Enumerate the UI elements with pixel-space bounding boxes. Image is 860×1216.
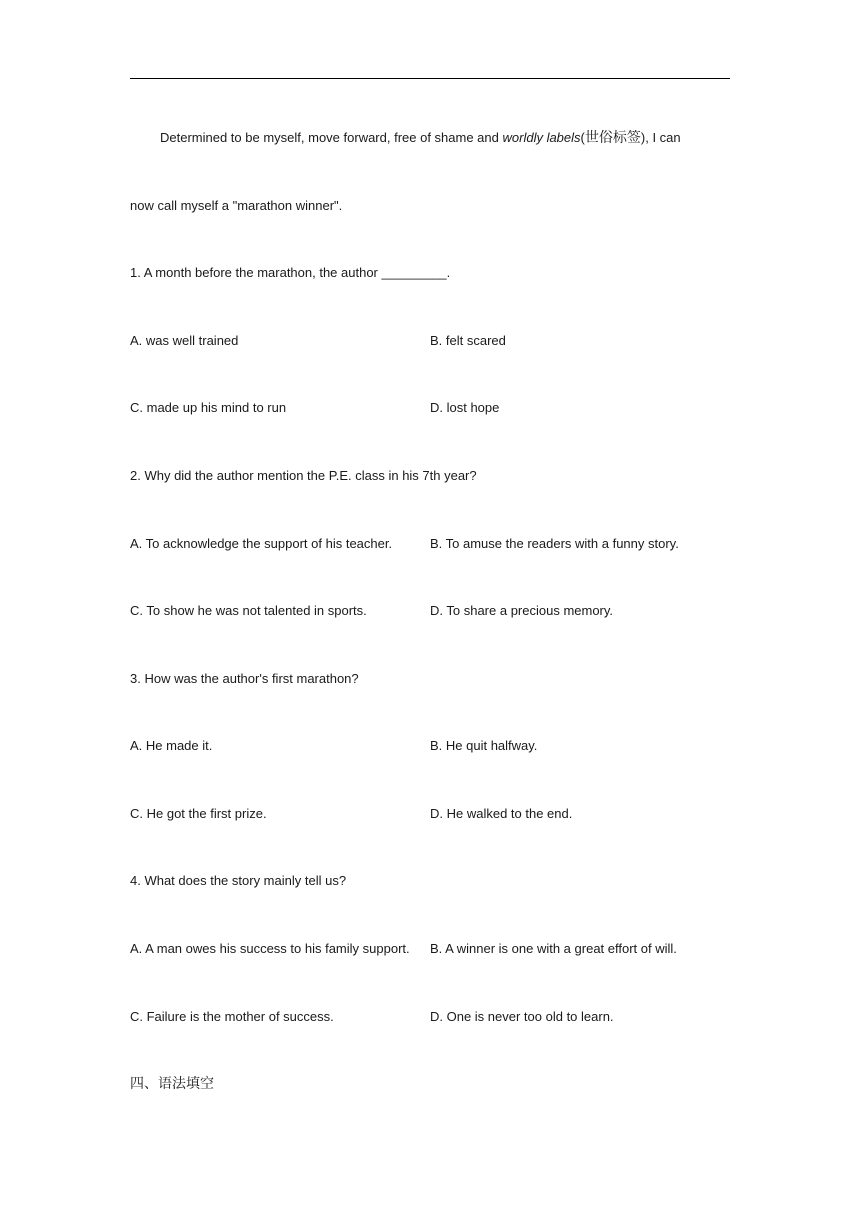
option-b: B. felt scared — [430, 333, 506, 348]
passage-text: Determined to be myself, move forward, free of shame and — [160, 130, 503, 145]
option-d: D. One is never too old to learn. — [430, 1009, 614, 1024]
option-c: C. Failure is the mother of success. — [130, 1009, 334, 1024]
header-rule — [130, 78, 730, 79]
option-a: A. He made it. — [130, 738, 213, 753]
option-b: B. A winner is one with a great effort of will. — [430, 941, 677, 956]
passage-line-1 — [160, 130, 681, 146]
option-c: C. He got the first prize. — [130, 806, 267, 821]
passage-line-2: now call myself a "marathon winner". — [130, 198, 343, 213]
passage-cjk-gloss: 世俗标签 — [584, 130, 641, 146]
option-a: A. To acknowledge the support of his teacher. — [130, 536, 393, 551]
option-d: D. lost hope — [430, 400, 500, 415]
section-heading: 四、语法填空 — [130, 1076, 214, 1092]
option-d: D. He walked to the end. — [430, 806, 573, 821]
question-stem: 2. Why did the author mention the P.E. class in his 7th year? — [130, 468, 477, 483]
option-c: C. made up his mind to run — [130, 400, 287, 415]
question-stem: 3. How was the author's first marathon? — [130, 671, 359, 686]
question-stem: 1. A month before the marathon, the author _________. — [130, 265, 451, 280]
passage-paren-open: ( — [580, 130, 585, 145]
option-c: C. To show he was not talented in sports. — [130, 603, 367, 618]
option-a: A. was well trained — [130, 333, 239, 348]
option-b: B. He quit halfway. — [430, 738, 538, 753]
option-a: A. A man owes his success to his family support. — [130, 941, 410, 956]
question-stem: 4. What does the story mainly tell us? — [130, 873, 347, 888]
passage-text-end: ), I can — [640, 130, 681, 145]
option-b: B. To amuse the readers with a funny story. — [430, 536, 679, 551]
option-d: D. To share a precious memory. — [430, 603, 614, 618]
passage-italic-term: worldly labels — [502, 130, 581, 145]
